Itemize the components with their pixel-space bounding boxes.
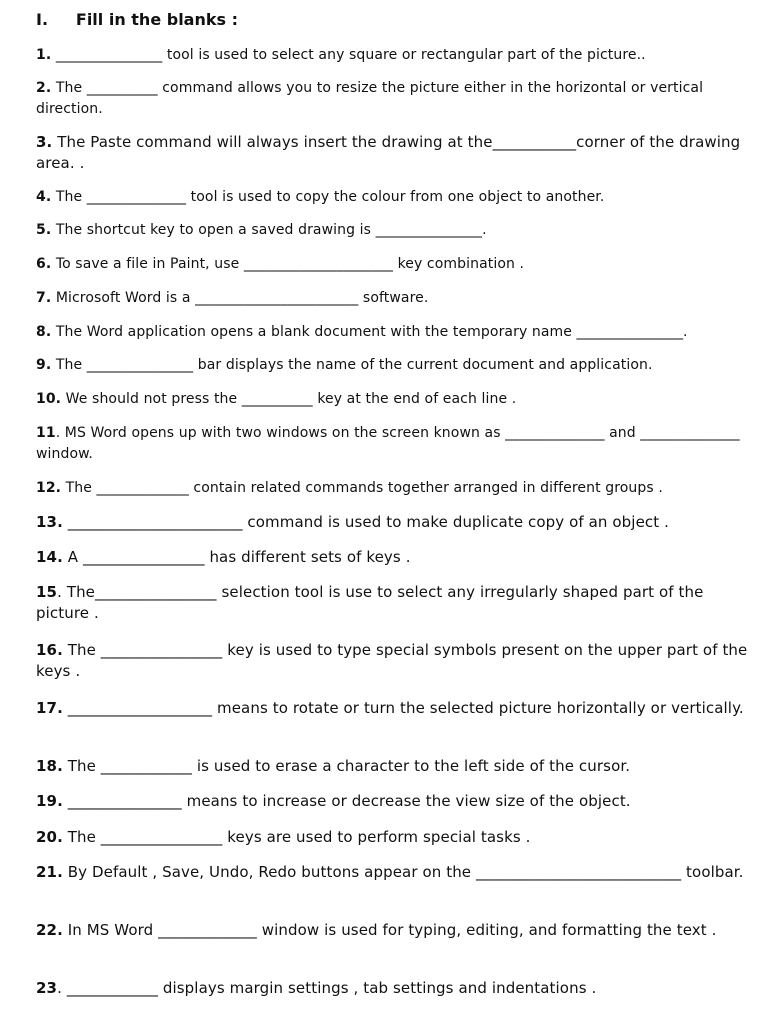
question-6 xyxy=(36,254,758,275)
question-23 xyxy=(36,978,758,999)
question-text: To save a file in Paint, use _____________________ key combination . xyxy=(51,256,525,272)
question-text: The ________________ keys are used to perform special tasks . xyxy=(62,828,531,846)
question-text: The Paste command will always insert the drawing at the___________corner of the drawing area. . xyxy=(36,133,741,172)
question-8 xyxy=(36,322,758,343)
question-number: 7. xyxy=(36,290,52,306)
question-text: The shortcut key to open a saved drawing is _______________. xyxy=(51,222,487,238)
question-text: . MS Word opens up with two windows on the screen known as ______________ and ______________ window. xyxy=(36,425,740,462)
question-number: 10. xyxy=(36,391,62,407)
question-15 xyxy=(36,582,758,624)
question-text: A ________________ has different sets of keys . xyxy=(62,548,411,566)
question-text: In MS Word _____________ window is used for typing, editing, and formatting the text . xyxy=(62,921,717,939)
question-16 xyxy=(36,640,758,682)
question-number: 16. xyxy=(36,641,63,659)
question-number: 11 xyxy=(36,425,56,441)
question-19 xyxy=(36,791,758,812)
question-20 xyxy=(36,827,758,848)
question-text: The ____________ is used to erase a character to the left side of the cursor. xyxy=(62,757,631,775)
question-number: 2. xyxy=(36,80,52,96)
question-text: _______________ means to increase or decrease the view size of the object. xyxy=(62,792,631,810)
question-number: 3. xyxy=(36,133,53,151)
question-14 xyxy=(36,547,758,568)
question-number: 19. xyxy=(36,792,63,810)
question-number: 21. xyxy=(36,863,63,881)
question-1 xyxy=(36,45,758,66)
question-number: 9. xyxy=(36,357,52,373)
question-text: ___________________ means to rotate or turn the selected picture horizontally or vertically. xyxy=(62,699,744,717)
question-number: 4. xyxy=(36,189,52,205)
question-text: The ______________ tool is used to copy the colour from one object to another. xyxy=(51,189,605,205)
question-text: . ____________ displays margin settings , tab settings and indentations . xyxy=(57,979,597,997)
question-10 xyxy=(36,389,758,410)
question-number: 17. xyxy=(36,699,63,717)
question-text: The _______________ bar displays the name of the current document and application. xyxy=(51,357,653,373)
question-number: 22. xyxy=(36,921,63,939)
question-9 xyxy=(36,355,758,376)
question-13 xyxy=(36,512,758,533)
question-12 xyxy=(36,478,758,499)
question-text: . The________________ selection tool is use to select any irregularly shaped part of the picture . xyxy=(36,583,704,622)
question-number: 1. xyxy=(36,47,52,63)
question-number: 23 xyxy=(36,979,58,997)
question-18 xyxy=(36,756,758,777)
question-text: _______________________ command is used to make duplicate copy of an object . xyxy=(62,513,669,531)
question-number: 5. xyxy=(36,222,52,238)
question-number: 15 xyxy=(36,583,58,601)
section-heading: I. Fill in the blanks : xyxy=(36,10,238,29)
question-21 xyxy=(36,862,758,883)
question-17 xyxy=(36,698,758,719)
question-text: The __________ command allows you to resize the picture either in the horizontal or vertical direction. xyxy=(36,80,704,117)
question-text: _______________ tool is used to select any square or rectangular part of the picture.. xyxy=(51,47,646,63)
question-text: Microsoft Word is a _______________________ software. xyxy=(51,290,429,306)
question-text: By Default , Save, Undo, Redo buttons appear on the ___________________________ toolbar. xyxy=(62,863,744,881)
question-number: 12. xyxy=(36,480,62,496)
question-number: 13. xyxy=(36,513,63,531)
question-number: 14. xyxy=(36,548,63,566)
question-text: The _____________ contain related commands together arranged in different groups . xyxy=(61,480,663,496)
question-22 xyxy=(36,920,758,941)
question-11 xyxy=(36,423,758,465)
question-2 xyxy=(36,78,758,120)
question-text: The Word application opens a blank document with the temporary name _______________. xyxy=(51,324,688,340)
question-3 xyxy=(36,132,758,174)
question-7 xyxy=(36,288,758,309)
question-number: 18. xyxy=(36,757,63,775)
question-text: We should not press the __________ key at the end of each line . xyxy=(61,391,517,407)
question-4 xyxy=(36,187,758,208)
question-5 xyxy=(36,220,758,241)
question-text: The ________________ key is used to type special symbols present on the upper part of the keys . xyxy=(36,641,748,680)
question-number: 6. xyxy=(36,256,52,272)
question-number: 8. xyxy=(36,324,52,340)
question-number: 20. xyxy=(36,828,63,846)
